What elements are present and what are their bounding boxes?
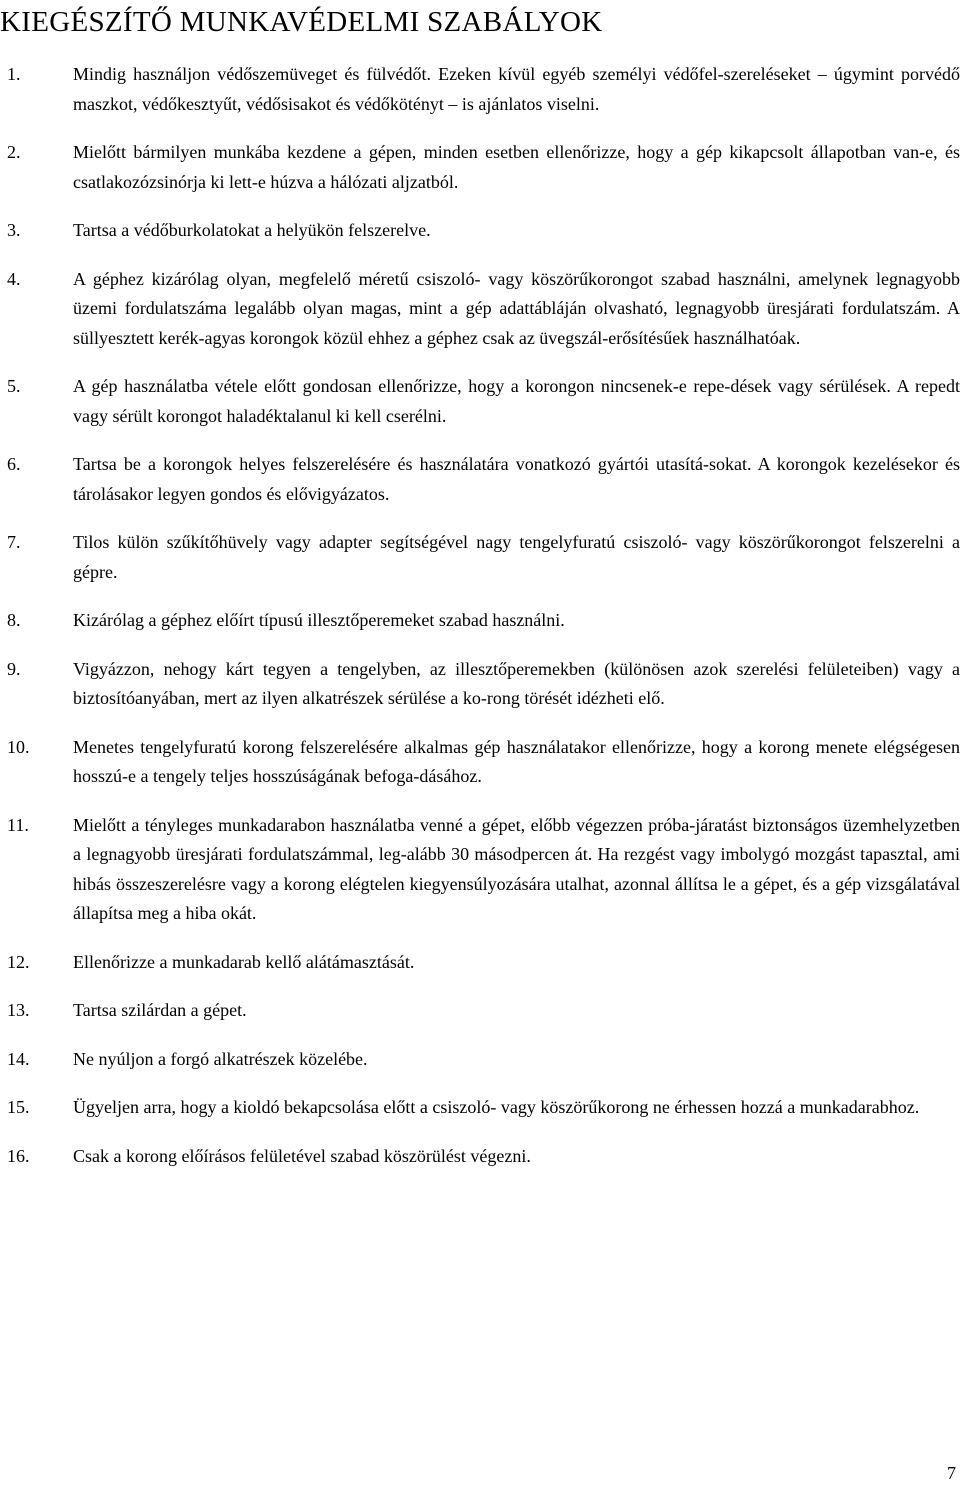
rule-item xyxy=(0,372,960,431)
rules-list xyxy=(0,60,960,1190)
rule-item xyxy=(0,811,960,929)
rule-number: 8. xyxy=(7,610,21,630)
rule-number: 2. xyxy=(7,142,21,162)
rule-item xyxy=(0,450,960,509)
rule-text: Ne nyúljon a forgó alkatrészek közelébe. xyxy=(73,1048,368,1069)
rule-text: Vigyázzon, nehogy kárt tegyen a tengelyben, az illesztőperemekben (különösen azok szerelési felületeiben) vagy a biztosítóanyában, mert az ilyen alkatrészek sérülése a ko-rong törését idézheti elő. xyxy=(73,658,960,708)
rule-item xyxy=(0,138,960,197)
rule-text: Csak a korong előírásos felületével szabad köszörülést végezni. xyxy=(73,1145,531,1166)
rule-text: Tartsa a védőburkolatokat a helyükön felszerelve. xyxy=(73,220,431,240)
rule-number: 16. xyxy=(7,1145,30,1166)
rule-number: 6. xyxy=(7,454,21,474)
rule-number: 15. xyxy=(7,1097,30,1117)
rule-number: 11. xyxy=(7,814,29,835)
rule-text: A gép használatba vétele előtt gondosan ellenőrizze, hogy a korongon nincsenek-e repe-dések vagy sérülések. A repedt vagy sérült korongot haladéktalanul ki kell cserélni. xyxy=(73,376,960,426)
rule-item xyxy=(0,606,960,636)
rule-text: Tilos külön szűkítőhüvely vagy adapter segítségével nagy tengelyfuratú csiszoló- vagy köszörűkorongot felszerelni a gépre. xyxy=(73,532,960,582)
rule-text: A géphez kizárólag olyan, megfelelő méretű csiszoló- vagy köszörűkorongot szabad használni, amelynek legnagyobb üzemi fordulatszáma legalább olyan magas, mint a gép adattábláján olvasható, legnagyobb üresjárati fordulatszám. A süllyesztett kerék-agyas korongok közül ehhez a géphez csak az üvegszál-erősítésűek használhatóak. xyxy=(73,268,960,348)
rule-number: 7. xyxy=(7,532,21,552)
rule-item xyxy=(0,948,960,978)
rule-item xyxy=(0,528,960,587)
rule-text: Mindig használjon védőszemüveget és fülvédőt. Ezeken kívül egyéb személyi védőfel-szereléseket – úgymint porvédő maszkot, védőkesztyűt, védősisakot és védőkötényt – is ajánlatos viselni. xyxy=(73,64,960,114)
rule-number: 9. xyxy=(7,658,21,679)
rule-text: Mielőtt bármilyen munkába kezdene a gépen, minden esetben ellenőrizze, hogy a gép kikapcsolt állapotban van-e, és csatlakozózsinórja ki lett-e húzva a hálózati aljzatból. xyxy=(73,142,960,192)
rule-text: Kizárólag a géphez előírt típusú illesztőperemeket szabad használni. xyxy=(73,610,565,630)
rule-text: Tartsa szilárdan a gépet. xyxy=(73,1000,247,1020)
page-number: 7 xyxy=(947,1463,956,1483)
rule-item xyxy=(0,1142,960,1172)
rule-number: 3. xyxy=(7,220,21,240)
rule-number: 4. xyxy=(7,268,21,289)
rule-text: Ellenőrizze a munkadarab kellő alátámasztását. xyxy=(73,951,415,972)
rule-item xyxy=(0,655,960,714)
rule-number: 13. xyxy=(7,1000,30,1020)
rule-item xyxy=(0,996,960,1026)
rule-number: 12. xyxy=(7,951,30,972)
rule-item xyxy=(0,60,960,119)
rule-text: Menetes tengelyfuratú korong felszerelésére alkalmas gép használatakor ellenőrizze, hogy a korong menete elégségesen hosszú-e a tengely teljes hosszúságának befoga-dásához. xyxy=(73,736,960,786)
rule-item xyxy=(0,1093,960,1123)
rule-item xyxy=(0,1045,960,1075)
rule-text: Ügyeljen arra, hogy a kioldó bekapcsolása előtt a csiszoló- vagy köszörűkorong ne érhessen hozzá a munkadarabhoz. xyxy=(73,1097,920,1117)
rule-text: Mielőtt a tényleges munkadarabon használatba venné a gépet, előbb végezzen próba-járatást biztonságos üzemhelyzetben a legnagyobb üresjárati fordulatszámmal, leg-alább 30 másodpercen át. Ha rezgést vagy imbolygó mozgást tapasztal, ami hibás összeszerelésre vagy a korong elégtelen kiegyensúlyozására utalhat, azonnal állítsa le a gépet, és a gép vizsgálatával állapítsa meg a hiba okát. xyxy=(73,814,960,923)
rule-item xyxy=(0,216,960,246)
page-title: KIEGÉSZÍTŐ MUNKAVÉDELMI SZABÁLYOK xyxy=(0,6,603,38)
rule-item xyxy=(0,733,960,792)
rule-number: 14. xyxy=(7,1048,30,1069)
rule-text: Tartsa be a korongok helyes felszerelésére és használatára vonatkozó gyártói utasítá-sokat. A korongok kezelésekor és tárolásakor legyen gondos és elővigyázatos. xyxy=(73,454,960,504)
rule-number: 1. xyxy=(7,64,21,84)
rule-number: 5. xyxy=(7,376,21,396)
rule-number: 10. xyxy=(7,736,30,757)
rule-item xyxy=(0,265,960,354)
